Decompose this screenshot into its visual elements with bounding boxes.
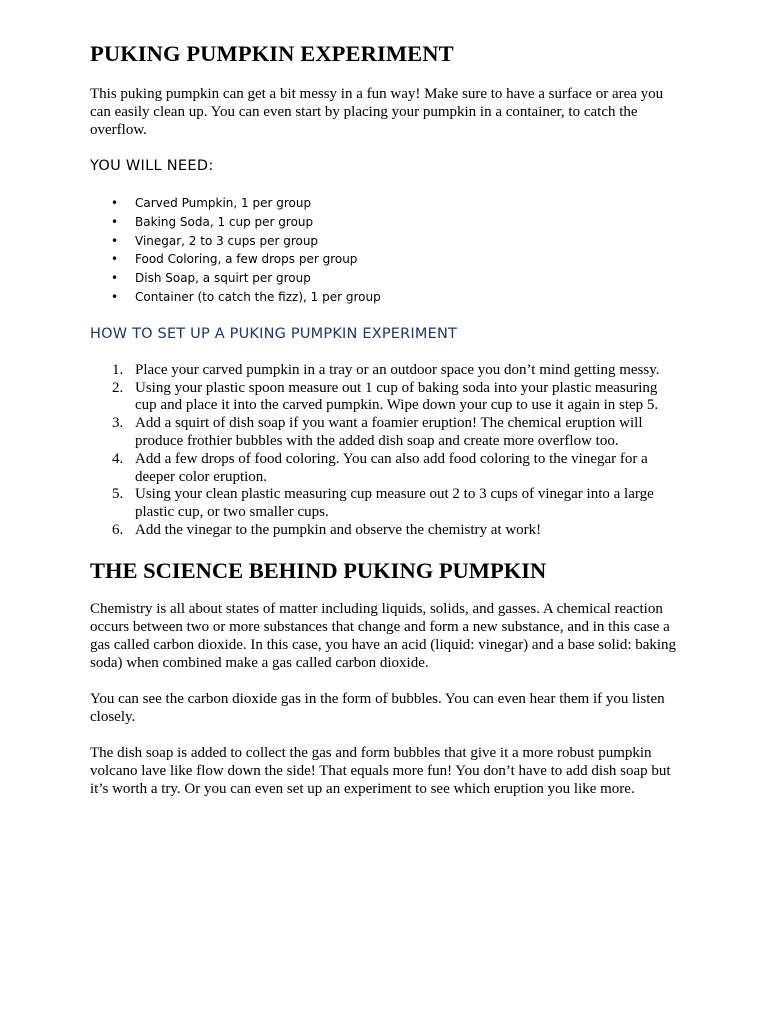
bullet-icon: •	[111, 289, 119, 304]
list-item: • Food Coloring, a few drops per group	[90, 250, 680, 269]
step-text: Add a squirt of dish soap if you want a foamier eruption! The chemical eruption will produce frothier bubbles with the added dish soap and create more overflow too.	[135, 415, 643, 449]
list-item	[90, 451, 680, 487]
setup-heading: HOW TO SET UP A PUKING PUMPKIN EXPERIMENT	[90, 325, 458, 342]
list-item	[90, 522, 680, 540]
step-text: Place your carved pumpkin in a tray or an outdoor space you don’t mind getting messy.	[135, 361, 660, 378]
bullet-icon: •	[111, 196, 119, 210]
list-item	[90, 362, 680, 380]
step-number: 4.	[112, 450, 124, 467]
list-item	[90, 380, 680, 416]
bullet-icon: •	[111, 233, 119, 248]
bullet-icon: •	[111, 271, 119, 286]
step-text: Using your plastic spoon measure out 1 cup of baking soda into your plastic measuring cup and place it into the carved pumpkin. Wipe down your cup to use it again in step 5.	[135, 379, 659, 414]
step-number: 2.	[112, 379, 124, 396]
science-paragraph: Chemistry is all about states of matter including liquids, solids, and gasses. A chemical reaction occurs between two or more substances that change and form a new substance, and in this case a gas called carbon dioxide. In this case, you have an acid (liquid: vinegar) and a base solid: baking soda) when combined make a gas called carbon dioxide.	[90, 600, 677, 671]
step-number: 1.	[112, 361, 124, 378]
step-text: Add the vinegar to the pumpkin and observe the chemistry at work!	[135, 521, 542, 538]
list-item: • Carved Pumpkin, 1 per group	[90, 194, 680, 213]
materials-heading: YOU WILL NEED:	[90, 158, 214, 174]
science-heading: THE SCIENCE BEHIND PUKING PUMPKIN	[90, 557, 547, 583]
list-item: • Baking Soda, 1 cup per group	[90, 213, 680, 232]
science-paragraph: The dish soap is added to collect the gas and form bubbles that give it a more robust pumpkin volcano lave like flow down the side! That equals more fun! You don’t have to add dish soap but it’s worth a try. Or you can even set up an experiment to see which eruption you like more.	[90, 744, 671, 797]
intro-paragraph: This puking pumpkin can get a bit messy in a fun way! Make sure to have a surface or area you can easily clean up. You can even start by placing your pumpkin in a container, to catch the overflow.	[90, 86, 664, 138]
step-number: 3.	[112, 415, 124, 432]
document-page	[90, 40, 680, 798]
list-item: • Container (to catch the fizz), 1 per group	[90, 288, 680, 307]
bullet-icon: •	[111, 252, 119, 267]
science-paragraph: You can see the carbon dioxide gas in the form of bubbles. You can even hear them if you listen closely.	[90, 690, 665, 725]
step-text: Add a few drops of food coloring. You can also add food coloring to the vinegar for a deeper color eruption.	[135, 450, 648, 485]
step-number: 6.	[112, 521, 124, 538]
step-text: Using your clean plastic measuring cup measure out 2 to 3 cups of vinegar into a large plastic cup, or two smaller cups.	[135, 486, 654, 521]
steps-list	[90, 362, 680, 540]
materials-list	[90, 194, 680, 307]
list-item: • Vinegar, 2 to 3 cups per group	[90, 232, 680, 251]
bullet-icon: •	[111, 214, 119, 229]
list-item: • Dish Soap, a squirt per group	[90, 269, 680, 288]
list-item	[90, 415, 680, 451]
step-number: 5.	[112, 486, 124, 503]
list-item	[90, 486, 680, 522]
page-title: PUKING PUMPKIN EXPERIMENT	[90, 41, 454, 66]
